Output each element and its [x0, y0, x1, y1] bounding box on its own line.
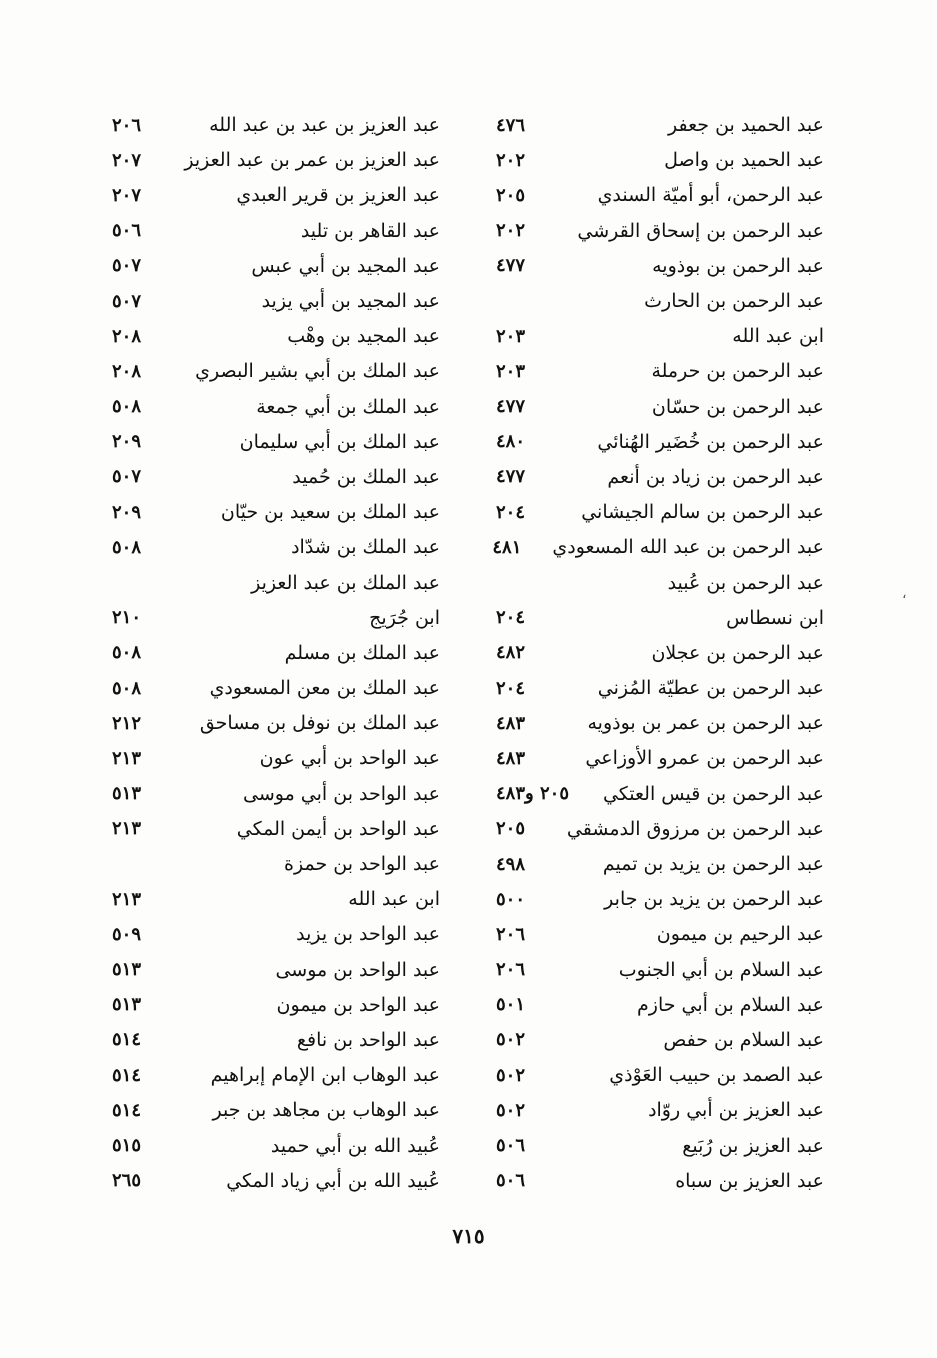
entry-pages: ٢٠٦: [112, 114, 142, 136]
index-entry: [496, 1128, 824, 1163]
entry-name: عبد الحميد بن واصل: [664, 149, 824, 172]
entry-name: ابن عبد الله: [348, 888, 440, 911]
index-entry: [112, 741, 440, 776]
entry-name: عبد الملك بن نوفل بن مساحق: [199, 712, 440, 735]
entry-pages: ٢٠٢: [496, 220, 526, 242]
entry-name: عبد الملك بن مسلم: [284, 641, 440, 664]
index-entry: [496, 495, 824, 530]
entry-name: عبد الرحمن بن مرزوق الدمشقي: [566, 817, 824, 840]
entry-pages: ٥١٤: [112, 1099, 142, 1121]
index-entry: [496, 425, 824, 460]
entry-pages: ٥١٥: [112, 1135, 142, 1157]
entry-pages: ٢٠٣: [496, 325, 526, 347]
entry-pages: ٤٧٧: [496, 396, 526, 418]
entry-pages: ٢٠٥: [496, 184, 526, 206]
entry-name: ابن جُرَيج: [369, 606, 440, 629]
entry-pages: ٤٧٦: [496, 114, 526, 136]
entry-pages: ٥١٣: [112, 783, 142, 805]
entry-name: عبد الواحد بن أيمن المكي: [236, 817, 440, 840]
entry-pages: ٢١٢: [112, 712, 142, 734]
entry-name: عبد الواحد بن يزيد: [296, 923, 440, 946]
entry-name: عبد المجيد بن أبي يزيد: [261, 290, 440, 313]
index-entry: [112, 565, 440, 600]
entry-name: عُبيد الله بن أبي زياد المكي: [226, 1169, 440, 1192]
index-entry: [112, 354, 440, 389]
index-entry: [112, 143, 440, 178]
entry-pages: ٥٠٨: [112, 396, 142, 418]
index-entry: [492, 530, 824, 565]
entry-name: عبد الرحمن بن حرملة: [651, 360, 824, 383]
entry-pages: ٢٠٦: [496, 959, 526, 981]
entry-pages: ٥٠٠: [496, 888, 526, 910]
index-entry: [112, 1164, 440, 1199]
entry-name: عبد الرحمن بن عمر بن بوذويه: [587, 712, 824, 735]
entry-name: عبد الملك بن شدّاد: [291, 536, 440, 559]
index-entry: [112, 882, 440, 917]
entry-pages: ٢٠٢: [496, 149, 526, 171]
entry-pages: ٢٠٤: [496, 607, 526, 629]
entry-name: عبد الواحد بن ميمون: [276, 993, 440, 1016]
entry-name: عبد المجيد بن وهْب: [287, 325, 440, 348]
index-entry: [112, 319, 440, 354]
index-entry: [112, 249, 440, 284]
entry-pages: ٥١٣: [112, 994, 142, 1016]
entry-pages: ٢٠٩: [112, 501, 142, 523]
margin-mark: ،: [902, 586, 907, 602]
entry-name: عبد الملك بن سعيد بن حيّان: [220, 501, 440, 524]
index-entry: [112, 425, 440, 460]
entry-name: عبد الملك بن عبد العزيز: [251, 571, 440, 594]
index-entry: [112, 671, 440, 706]
entry-pages: ٥٠٨: [112, 642, 142, 664]
entry-name: عبد العزيز بن عبد بن عبد الله: [209, 114, 440, 137]
entry-name: عبد العزيز بن أبي روّاد: [648, 1099, 824, 1122]
index-entry: [496, 460, 824, 495]
entry-name: عبد الرحمن بن يزيد بن تميم: [602, 853, 824, 876]
entry-name: عبد الرحمن بن الحارث: [644, 290, 824, 313]
entry-pages: ٢٦٥: [112, 1170, 142, 1192]
index-entry: [496, 741, 824, 776]
entry-name: عبد الملك بن أبي سليمان: [239, 430, 440, 453]
entry-name: عبد الرحمن بن بوذويه: [652, 254, 824, 277]
entry-name: عبد الرحمن بن حسّان: [651, 395, 824, 418]
index-entry: [496, 636, 824, 671]
index-entry: [496, 882, 824, 917]
index-columns: [112, 108, 824, 1199]
entry-pages: ٥٠٦: [112, 220, 142, 242]
entry-pages: ٥٠٦: [496, 1170, 526, 1192]
index-entry: [496, 601, 824, 636]
entry-name: عبد الرحمن بن عطيّة المُزني: [597, 677, 824, 700]
entry-name: عبد الرحمن بن خُضَير الهُنائي: [597, 430, 824, 453]
index-entry: [496, 565, 824, 600]
entry-name: عبد العزيز بن رُبَيع: [682, 1134, 824, 1157]
entry-name: عبد السلام بن حفص: [663, 1028, 824, 1051]
entry-pages: ٢٠٨: [112, 360, 142, 382]
entry-name: عبد الواحد بن حمزة: [284, 853, 440, 876]
entry-pages: ٤٨٣: [496, 747, 526, 769]
index-entry: [496, 143, 824, 178]
index-entry: [496, 319, 824, 354]
entry-name: عبد المجيد بن أبي عبس: [251, 254, 440, 277]
entry-name: عبد الرحمن بن عجلان: [651, 641, 824, 664]
page-number: ٧١٥: [452, 1224, 485, 1248]
index-entry: [112, 108, 440, 143]
entry-name: عبد الرحمن بن يزيد بن جابر: [604, 888, 824, 911]
entry-pages: ٥٠٢: [496, 1099, 526, 1121]
entry-pages: ٢١٠: [112, 607, 142, 629]
index-entry: [496, 1093, 824, 1128]
entry-pages: ٥٠٦: [496, 1135, 526, 1157]
index-entry: [496, 706, 824, 741]
entry-name: عبد العزيز بن قرير العبدي: [236, 184, 440, 207]
entry-pages: ٤٧٧: [496, 466, 526, 488]
entry-name: عبد الحميد بن جعفر: [668, 114, 824, 137]
index-entry: [112, 390, 440, 425]
index-entry: [496, 1058, 824, 1093]
entry-pages: ٤٨٠: [496, 431, 526, 453]
entry-name: عبد الرحمن بن قيس العتكي: [602, 782, 824, 805]
index-entry: [496, 812, 824, 847]
index-entry: [496, 1023, 824, 1058]
entry-name: عبد الملك بن أبي بشير البصري: [195, 360, 440, 383]
index-entry: [112, 1023, 440, 1058]
entry-name: عبد العزيز بن عمر بن عبد العزيز: [184, 149, 440, 172]
entry-name: عبد الملك بن أبي جمعة: [256, 395, 440, 418]
entry-pages: ٢٠٨: [112, 325, 142, 347]
entry-pages: ٢١٣: [112, 888, 142, 910]
index-column-right: [492, 108, 824, 1199]
index-entry: [112, 917, 440, 952]
entry-name: عبد الرحمن بن سالم الجيشاني: [581, 501, 824, 524]
index-entry: [112, 706, 440, 741]
entry-name: عبد القاهر بن تليد: [300, 219, 440, 242]
index-entry: [112, 284, 440, 319]
entry-name: عبد الرحمن بن عمرو الأوزاعي: [585, 747, 824, 770]
entry-name: عبد الملك بن معن المسعودي: [209, 677, 440, 700]
entry-name: عُبيد الله بن أبي حميد: [270, 1134, 440, 1157]
entry-pages: ٢٠٧: [112, 184, 142, 206]
entry-pages: ٥١٤: [112, 1029, 142, 1051]
entry-name: عبد الوهاب ابن الإمام إبراهيم: [210, 1064, 440, 1087]
entry-pages: ٢١٣: [112, 818, 142, 840]
entry-name: عبد الرحمن بن عُبيد: [667, 571, 824, 594]
index-entry: [496, 390, 824, 425]
entry-name: عبد الوهاب بن مجاهد بن جبر: [212, 1099, 440, 1122]
index-column-left: [112, 108, 440, 1199]
entry-pages: ٢٠٦: [496, 923, 526, 945]
entry-name: عبد الواحد بن موسى: [275, 958, 440, 981]
index-entry: [112, 460, 440, 495]
entry-pages: ٢٠٩: [112, 431, 142, 453]
entry-pages: ٢٠٤: [496, 677, 526, 699]
index-entry: [496, 249, 824, 284]
index-entry: [112, 1128, 440, 1163]
entry-name: عبد الرحمن، أبو أميّة السندي: [597, 184, 824, 207]
index-entry: [112, 777, 440, 812]
index-entry: [112, 988, 440, 1023]
index-entry: [112, 1058, 440, 1093]
entry-pages: ٥١٤: [112, 1064, 142, 1086]
entry-pages: ٥٠٧: [112, 290, 142, 312]
index-entry: [496, 1164, 824, 1199]
index-entry: [496, 847, 824, 882]
index-entry: [112, 495, 440, 530]
entry-pages: ٥٠٧: [112, 466, 142, 488]
entry-pages: ٥١٣: [112, 959, 142, 981]
index-entry: [496, 671, 824, 706]
entry-name: عبد الرحيم بن ميمون: [656, 923, 824, 946]
entry-pages: ٥٠٧: [112, 255, 142, 277]
index-entry: [112, 636, 440, 671]
index-entry: [496, 178, 824, 213]
entry-name: عبد الواحد بن نافع: [296, 1028, 440, 1051]
entry-name: عبد الواحد بن أبي عون: [259, 747, 440, 770]
entry-pages: ٢١٣: [112, 747, 142, 769]
index-entry: [112, 847, 440, 882]
entry-name: عبد الملك بن حُميد: [292, 465, 440, 488]
index-entry: [112, 178, 440, 213]
index-entry: [496, 777, 824, 812]
entry-pages: ٢٠٤: [496, 501, 526, 523]
entry-pages: ٤٩٨: [496, 853, 526, 875]
entry-pages: ٢٠٣: [496, 360, 526, 382]
entry-pages: ٢٠٥ و٤٨٣: [496, 783, 569, 805]
entry-pages: ٢٠٧: [112, 149, 142, 171]
entry-pages: ٤٨٣: [496, 712, 526, 734]
index-entry: [496, 917, 824, 952]
entry-pages: ٥٠٨: [112, 536, 142, 558]
entry-name: عبد السلام بن أبي حازم: [637, 993, 824, 1016]
entry-name: عبد الصمد بن حبيب العَوْذي: [609, 1064, 824, 1087]
entry-pages: ٥٠٢: [496, 1029, 526, 1051]
index-entry: [112, 953, 440, 988]
index-entry: [112, 601, 440, 636]
entry-pages: ٥٠٨: [112, 677, 142, 699]
entry-name: ابن نسطاس: [726, 606, 824, 629]
entry-name: عبد الواحد بن أبي موسى: [243, 782, 440, 805]
index-entry: [496, 108, 824, 143]
entry-pages: ٤٧٧: [496, 255, 526, 277]
entry-pages: ٥٠٢: [496, 1064, 526, 1086]
entry-pages: ٢٠٥: [496, 818, 526, 840]
index-entry: [496, 988, 824, 1023]
index-entry: [112, 1093, 440, 1128]
index-entry: [112, 530, 440, 565]
entry-pages: ٤٨١: [492, 536, 522, 558]
entry-pages: ٤٨٢: [496, 642, 526, 664]
entry-name: عبد الرحمن بن عبد الله المسعودي: [552, 536, 824, 559]
entry-pages: ٥٠١: [496, 994, 526, 1016]
entry-name: عبد الرحمن بن إسحاق القرشي: [577, 219, 824, 242]
index-entry: [112, 214, 440, 249]
index-entry: [496, 953, 824, 988]
entry-name: عبد السلام بن أبي الجنوب: [618, 958, 824, 981]
index-entry: [496, 354, 824, 389]
index-entry: [112, 812, 440, 847]
index-entry: [496, 214, 824, 249]
entry-name: ابن عبد الله: [732, 325, 824, 348]
index-entry: [496, 284, 824, 319]
entry-name: عبد العزيز بن سباه: [675, 1169, 824, 1192]
entry-name: عبد الرحمن بن زياد بن أنعم: [607, 465, 824, 488]
entry-pages: ٥٠٩: [112, 923, 142, 945]
